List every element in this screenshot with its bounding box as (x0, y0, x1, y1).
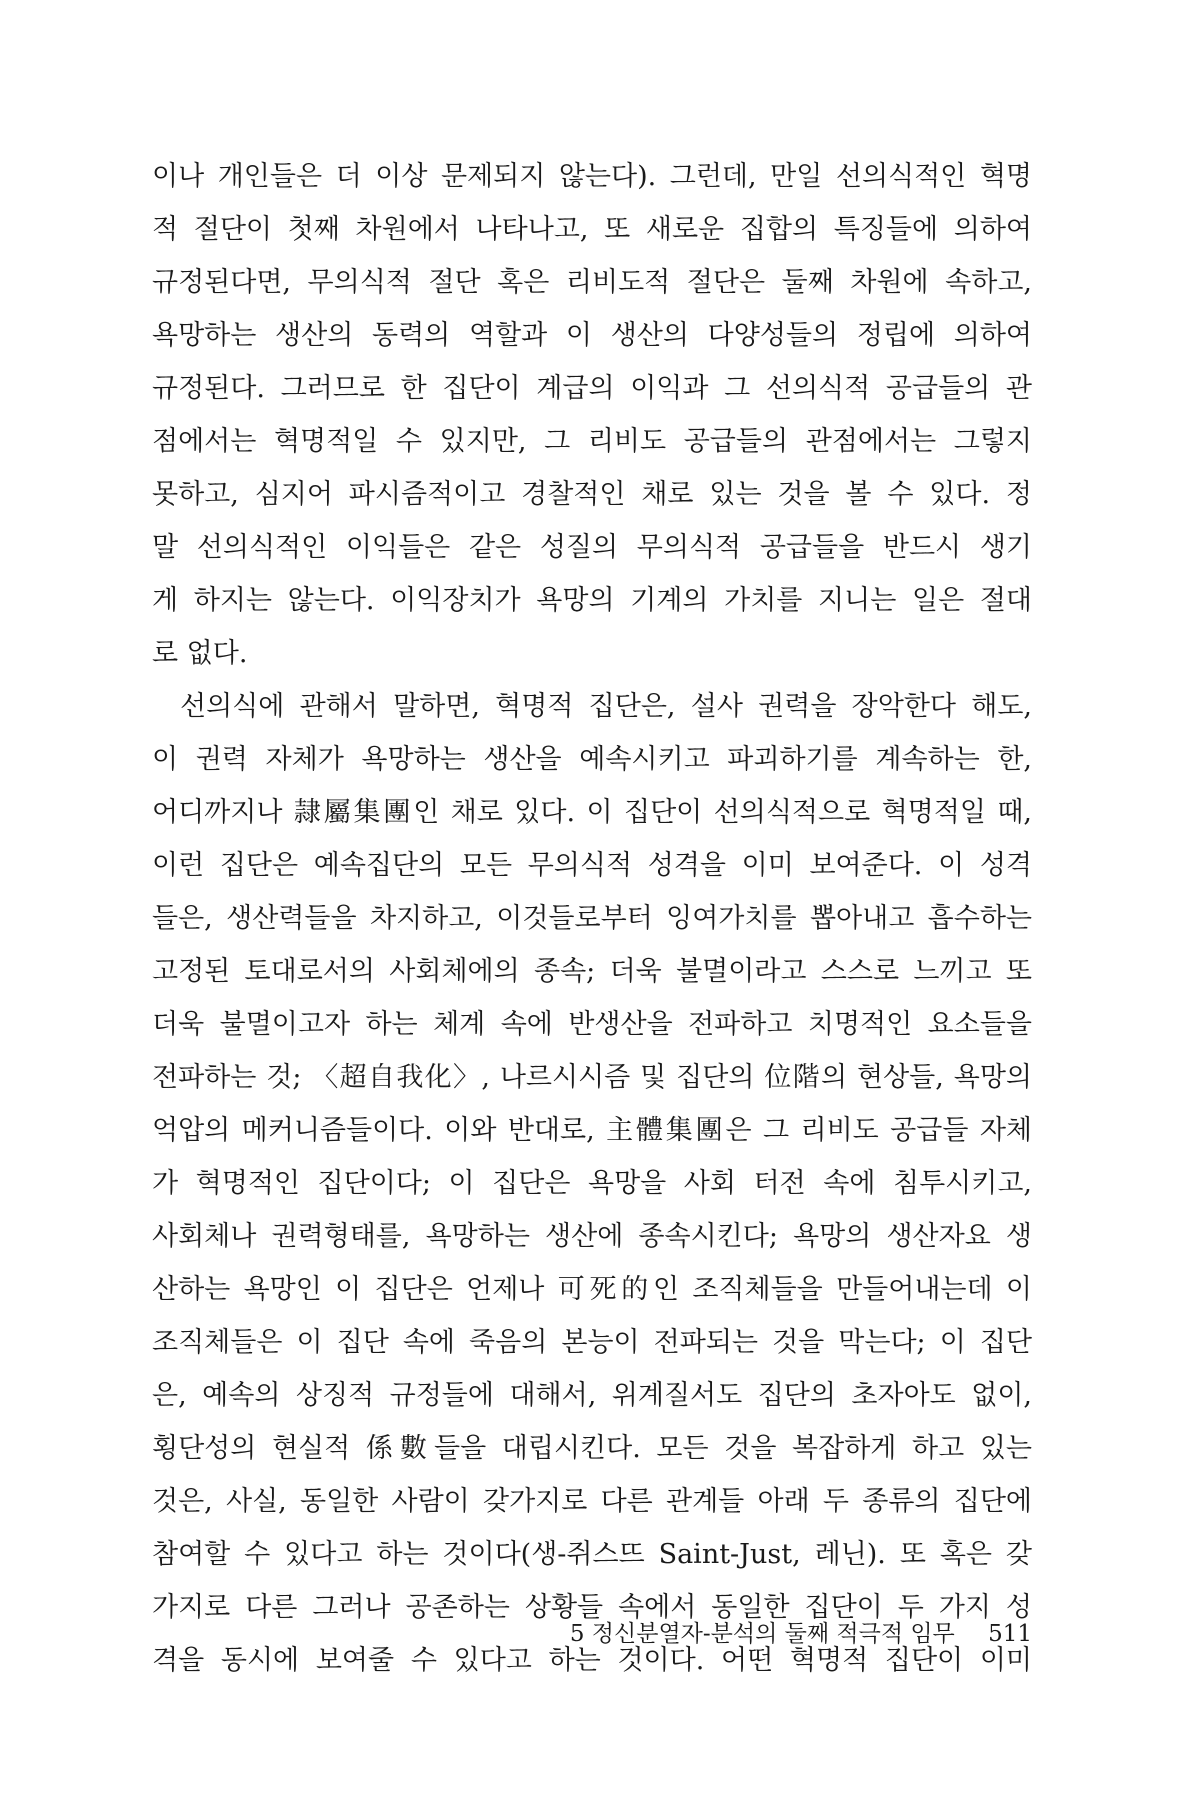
text-line: 이런 집단은 예속집단의 모든 무의식적 성격을 이미 보여준다. 이 성격 (152, 850, 1032, 881)
page-number: 511 (988, 1621, 1032, 1647)
text-line: 격을 동시에 보여줄 수 있다고 하는 것이다. 어떤 혁명적 집단이 이미 (152, 1645, 1032, 1676)
running-footer-chapter: 5 정신분열자-분석의 둘째 적극적 임무 (569, 1621, 955, 1647)
body-text (152, 150, 1032, 1687)
text-line: 이 권력 자체가 욕망하는 생산을 예속시키고 파괴하기를 계속하는 한, (152, 744, 1032, 775)
text-line: 고정된 토대로서의 사회체에의 종속; 더욱 불멸이라고 스스로 느끼고 또 (152, 956, 1032, 987)
text-line: 횡단성의 현실적 係數들을 대립시킨다. 모든 것을 복잡하게 하고 있는 (152, 1433, 1032, 1464)
text-line: 전파하는 것; 〈超自我化〉, 나르시시즘 및 집단의 位階의 현상들, 욕망의 (152, 1062, 1032, 1093)
text-line: 은, 예속의 상징적 규정들에 대해서, 위계질서도 집단의 초자아도 없이, (152, 1380, 1032, 1411)
text-line: 이나 개인들은 더 이상 문제되지 않는다). 그런데, 만일 선의식적인 혁명 (152, 161, 1032, 192)
text-line: 것은, 사실, 동일한 사람이 갖가지로 다른 관계들 아래 두 종류의 집단에 (152, 1486, 1032, 1517)
text-line: 욕망하는 생산의 동력의 역할과 이 생산의 다양성들의 정립에 의하여 (152, 320, 1032, 351)
text-line: 로 없다. (152, 638, 248, 669)
text-line: 못하고, 심지어 파시즘적이고 경찰적인 채로 있는 것을 볼 수 있다. 정 (152, 479, 1032, 510)
text-line: 가지로 다른 그러나 공존하는 상황들 속에서 동일한 집단이 두 가지 성 (152, 1592, 1032, 1623)
text-line: 말 선의식적인 이익들은 같은 성질의 무의식적 공급들을 반드시 생기 (152, 532, 1032, 563)
text-line: 어디까지나 隷屬集團인 채로 있다. 이 집단이 선의식적으로 혁명적일 때, (152, 797, 1032, 828)
text-line: 규정된다. 그러므로 한 집단이 계급의 이익과 그 선의식적 공급들의 관 (152, 373, 1032, 404)
text-line: 산하는 욕망인 이 집단은 언제나 可死的인 조직체들을 만들어내는데 이 (152, 1274, 1032, 1305)
text-line: 참여할 수 있다고 하는 것이다(생-쥐스뜨 Saint-Just, 레닌). 또 혹은 갖 (152, 1539, 1032, 1570)
text-line: 점에서는 혁명적일 수 있지만, 그 리비도 공급들의 관점에서는 그렇지 (152, 426, 1032, 457)
page-footer (152, 1614, 1032, 1654)
text-line: 적 절단이 첫째 차원에서 나타나고, 또 새로운 집합의 특징들에 의하여 (152, 214, 1032, 245)
text-line: 더욱 불멸이고자 하는 체계 속에 반생산을 전파하고 치명적인 요소들을 (152, 1009, 1032, 1040)
text-line: 규정된다면, 무의식적 절단 혹은 리비도적 절단은 둘째 차원에 속하고, (152, 267, 1032, 298)
text-line: 게 하지는 않는다. 이익장치가 욕망의 기계의 가치를 지니는 일은 절대 (152, 585, 1032, 616)
text-line: 가 혁명적인 집단이다; 이 집단은 욕망을 사회 터전 속에 침투시키고, (152, 1168, 1032, 1199)
text-line: 억압의 메커니즘들이다. 이와 반대로, 主體集團은 그 리비도 공급들 자체 (152, 1115, 1032, 1146)
text-line: 들은, 생산력들을 차지하고, 이것들로부터 잉여가치를 뽑아내고 흡수하는 (152, 903, 1032, 934)
text-line: 조직체들은 이 집단 속에 죽음의 본능이 전파되는 것을 막는다; 이 집단 (152, 1327, 1032, 1358)
paragraph-start-line: 선의식에 관해서 말하면, 혁명적 집단은, 설사 권력을 장악한다 해도, (180, 691, 1032, 722)
text-line: 사회체나 권력형태를, 욕망하는 생산에 종속시킨다; 욕망의 생산자요 생 (152, 1221, 1032, 1252)
